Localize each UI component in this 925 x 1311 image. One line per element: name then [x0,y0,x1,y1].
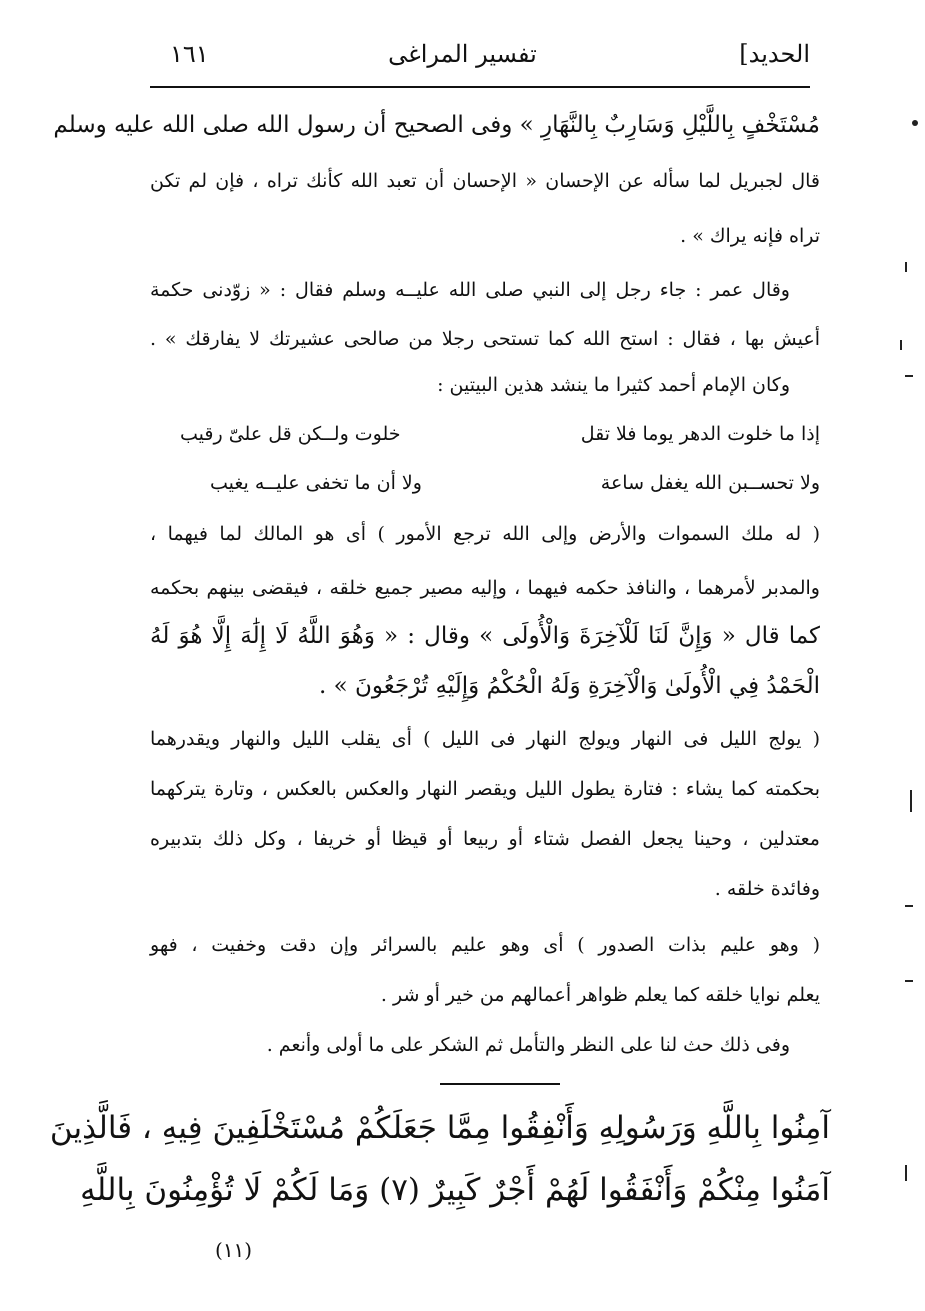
header-rule [150,86,810,88]
text-line: ( يولج الليل فى النهار ويولج النهار فى الليل ) أى يقلب الليل والنهار ويقدرهما [150,728,820,750]
poem-hemistich: خلوت ولــكن قل علىّ رقيب [180,423,401,445]
page-number: ١٦١ [170,40,209,68]
text-line: بحكمته كما يشاء : فتارة يطول الليل ويقصر النهار والعكس بالعكس ، وتارة يتركهما [150,778,820,800]
text-line: الْحَمْدُ فِي الْأُولَىٰ وَالْآخِرَةِ وَلَهُ الْحُكْمُ وَإِلَيْهِ تُرْجَعُونَ » . [319,673,820,699]
book-title: تفسير المراغى [388,40,537,68]
section-separator [440,1083,560,1085]
scan-speck [905,375,913,377]
scan-speck [905,980,913,982]
scan-speck [910,790,912,812]
text-line: ( له ملك السموات والأرض وإلى الله ترجع الأمور ) أى هو المالك لما فيهما ، [150,523,820,545]
text-line: مُسْتَخْفٍ بِاللَّيْلِ وَسَارِبٌ بِالنَّهَارِ » وفى الصحيح أن رسول الله صلى الله عليه وسلم [53,112,820,138]
verse-line: آمِنُوا بِاللَّهِ وَرَسُولِهِ وَأَنْفِقُوا مِمَّا جَعَلَكُمْ مُسْتَخْلَفِينَ فِيهِ ، فَالَّذِينَ [49,1110,830,1146]
verse-line: آمَنُوا مِنْكُمْ وَأَنْفَقُوا لَهُمْ أَجْرٌ كَبِيرٌ (٧) وَمَا لَكُمْ لَا تُؤْمِنُونَ بِاللَّهِ [80,1172,830,1208]
text-line: معتدلين ، وحينا يجعل الفصل شتاء أو ربيعا أو قيظا أو خريفا ، وكل ذلك بتدبيره [150,828,820,850]
text-line: والمدبر لأمرهما ، والنافذ حكمه فيهما ، وإليه مصير جميع خلقه ، فيقضى بينهم بحكمه [150,577,820,599]
text-line: كما قال « وَإِنَّ لَنَا لَلْآخِرَةَ وَالْأُولَى » وقال : « وَهُوَ اللَّهُ لَا إِلَٰهَ إِلَّا هُوَ لَهُ [150,623,820,649]
poem-hemistich: ولا أن ما تخفى عليــه يغيب [210,472,422,494]
text-line: وفى ذلك حث لنا على النظر والتأمل ثم الشكر على ما أولى وأنعم . [266,1034,790,1056]
text-line: وفائدة خلقه . [714,878,820,900]
poem-hemistich: إذا ما خلوت الدهر يوما فلا تقل [580,423,820,445]
scan-speck [905,905,913,907]
text-line: تراه فإنه يراك » . [680,225,820,247]
text-line: وكان الإمام أحمد كثيرا ما ينشد هذين البيتين : [437,374,790,396]
signature-mark: (١١) [215,1238,253,1262]
scan-speck [900,340,902,350]
poem-hemistich: ولا تحســبن الله يغفل ساعة [600,472,820,494]
surah-name: الحديد] [739,40,810,68]
scan-speck [912,120,918,126]
text-line: وقال عمر : جاء رجل إلى النبي صلى الله عليــه وسلم فقال : « زوّدنى حكمة [150,279,790,301]
text-line: قال لجبريل لما سأله عن الإحسان « الإحسان أن تعبد الله كأنك تراه ، فإن لم تكن [150,170,820,192]
scan-speck [905,262,907,272]
text-line: يعلم نوايا خلقه كما يعلم ظواهر أعمالهم من خير أو شر . [380,984,820,1006]
scan-speck [905,1165,907,1181]
text-line: ( وهو عليم بذات الصدور ) أى وهو عليم بالسرائر وإن دقت وخفيت ، فهو [150,934,820,956]
text-line: أعيش بها ، فقال : استح الله كما تستحى رجلا من صالحى عشيرتك لا يفارقك » . [150,328,820,350]
